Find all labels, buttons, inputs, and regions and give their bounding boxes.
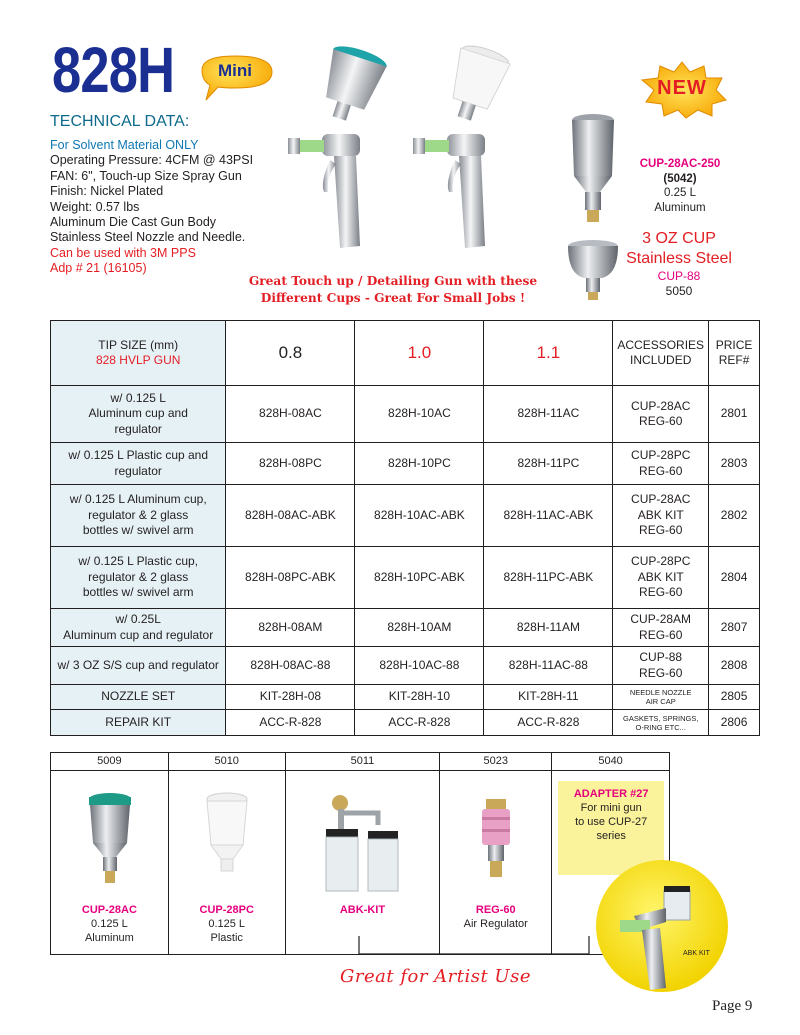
part-number: 828H-11PC bbox=[484, 443, 613, 485]
accessory-line: Air Regulator bbox=[463, 918, 528, 930]
part-number: 828H-11AM bbox=[484, 609, 613, 647]
ref-number: 2807 bbox=[709, 609, 760, 647]
part-number: 828H-08AC-88 bbox=[226, 647, 355, 685]
row-description bbox=[51, 547, 226, 609]
accessories-cell bbox=[613, 710, 709, 736]
part-number: 828H-08PC bbox=[226, 443, 355, 485]
price-label: PRICE bbox=[715, 337, 753, 352]
spray-gun-aluminum-cup-image bbox=[280, 42, 390, 254]
accessories-label: ACCESSORIES bbox=[617, 337, 705, 352]
page-number: Page 9 bbox=[712, 998, 753, 1014]
desc-line: regulator & 2 glass bbox=[88, 507, 189, 522]
part-number: 828H-11AC-ABK bbox=[484, 485, 613, 547]
acc-line: ABK KIT bbox=[637, 569, 684, 584]
ref-number: 2803 bbox=[709, 443, 760, 485]
reg-60-regulator-image bbox=[480, 795, 512, 885]
ref-number: 2804 bbox=[709, 547, 760, 609]
tagline-line: Different Cups - Great For Small Jobs ! bbox=[260, 291, 526, 305]
table-row bbox=[51, 485, 760, 547]
spray-gun-plastic-cup-image bbox=[405, 42, 515, 254]
desc-line: w/ 0.125 L bbox=[110, 390, 166, 405]
part-number: 828H-10AC-88 bbox=[355, 647, 484, 685]
accessory-line: 0.125 L bbox=[91, 918, 128, 930]
desc-line: regulator & 2 glass bbox=[88, 569, 189, 584]
accessory-code: REG-60 bbox=[475, 904, 516, 916]
part-number: 828H-08AM bbox=[226, 609, 355, 647]
accessories-cell bbox=[613, 386, 709, 443]
acc-line: GASKETS, SPRINGS, bbox=[623, 713, 699, 723]
ss-code: CUP-88 bbox=[657, 269, 701, 283]
accessory-cell-abk-kit bbox=[285, 771, 440, 955]
price-label: REF# bbox=[718, 353, 750, 367]
tip-size-header bbox=[51, 321, 226, 386]
table-row bbox=[51, 443, 760, 485]
desc-line: bottles w/ swivel arm bbox=[82, 523, 194, 538]
ref-number: 2806 bbox=[709, 710, 760, 736]
accessory-number: 5010 bbox=[168, 753, 285, 771]
part-number: KIT-28H-11 bbox=[484, 685, 613, 710]
part-number: 828H-10PC bbox=[355, 443, 484, 485]
accessory-line: Plastic bbox=[210, 932, 243, 944]
ref-number: 2805 bbox=[709, 685, 760, 710]
abk-kit-small-label: ABK KIT bbox=[683, 950, 710, 957]
part-number: ACC-R-828 bbox=[355, 710, 484, 736]
accessory-label bbox=[440, 903, 551, 931]
spec-line: Stainless Steel Nozzle and Needle. bbox=[50, 230, 246, 245]
spec-list bbox=[50, 138, 300, 277]
accessory-label bbox=[169, 903, 285, 945]
accessory-line: 0.125 L bbox=[208, 918, 246, 930]
desc-line: w/ 0.25L bbox=[115, 612, 161, 626]
row-description bbox=[51, 710, 226, 736]
price-header bbox=[709, 321, 760, 386]
accessories-body-row bbox=[51, 771, 670, 955]
tagline-line: Great Touch up / Detailing Gun with these bbox=[248, 274, 538, 288]
table-row bbox=[51, 647, 760, 685]
accessory-cell-reg-60 bbox=[440, 771, 552, 955]
new-badge-label: NEW bbox=[657, 77, 707, 99]
accessories-table bbox=[50, 752, 670, 955]
tip-size-col: 1.0 bbox=[355, 321, 484, 386]
spec-line: Adp # 21 (16105) bbox=[50, 261, 147, 276]
acc-line: REG-60 bbox=[639, 665, 683, 680]
spec-line: For Solvent Material ONLY bbox=[50, 138, 199, 152]
spec-line: Finish: Nickel Plated bbox=[50, 184, 164, 199]
table-header-row bbox=[51, 321, 760, 386]
part-number: 828H-11PC-ABK bbox=[484, 547, 613, 609]
desc-line: NOZZLE SET bbox=[101, 689, 176, 704]
accessory-label bbox=[286, 903, 440, 917]
spec-line: Can be used with 3M PPS bbox=[50, 245, 196, 260]
accessory-number: 5009 bbox=[51, 753, 169, 771]
acc-line: REG-60 bbox=[639, 585, 683, 600]
accessories-header-row bbox=[51, 753, 670, 771]
tagline bbox=[228, 273, 558, 307]
row-description bbox=[51, 685, 226, 710]
mini-badge-label: Mini bbox=[218, 61, 252, 80]
row-description bbox=[51, 443, 226, 485]
accessories-label: INCLUDED bbox=[630, 353, 692, 367]
acc-line: CUP-88 bbox=[639, 650, 683, 664]
part-number: 828H-10PC-ABK bbox=[355, 547, 484, 609]
desc-line: w/ 0.125 L Aluminum cup, bbox=[69, 492, 207, 507]
desc-line: Aluminum cup and bbox=[88, 406, 188, 421]
desc-line: w/ 3 OZ S/S cup and regulator bbox=[57, 657, 219, 672]
table-row bbox=[51, 547, 760, 609]
abk-kit-on-gun-circle-image bbox=[594, 856, 730, 996]
ref-number: 2802 bbox=[709, 485, 760, 547]
accessories-cell bbox=[613, 609, 709, 647]
row-description bbox=[51, 485, 226, 547]
spec-line: FAN: 6", Touch-up Size Spray Gun bbox=[50, 168, 242, 183]
table-row bbox=[51, 710, 760, 736]
acc-line: REG-60 bbox=[639, 414, 683, 428]
row-description bbox=[51, 609, 226, 647]
accessories-cell bbox=[613, 485, 709, 547]
accessories-cell bbox=[613, 547, 709, 609]
acc-line: CUP-28AC bbox=[631, 398, 691, 413]
part-number: 828H-10AM bbox=[355, 609, 484, 647]
cup-material: Aluminum bbox=[654, 201, 706, 214]
model-title: 828H bbox=[52, 34, 175, 106]
acc-line: NEEDLE NOZZLE bbox=[629, 688, 692, 697]
cup-volume: 0.25 L bbox=[664, 187, 696, 199]
part-number: KIT-28H-10 bbox=[355, 685, 484, 710]
ref-number: 2808 bbox=[709, 647, 760, 685]
desc-line: w/ 0.125 L Plastic cup and bbox=[68, 448, 209, 462]
spec-line: Aluminum Die Cast Gun Body bbox=[50, 215, 217, 230]
accessories-cell bbox=[613, 443, 709, 485]
part-number: 828H-08AC-ABK bbox=[226, 485, 355, 547]
acc-line: REG-60 bbox=[639, 627, 683, 642]
technical-data-heading: TECHNICAL DATA: bbox=[50, 113, 190, 130]
adapter-line: to use CUP-27 bbox=[575, 816, 648, 828]
accessories-cell bbox=[613, 647, 709, 685]
tip-size-col: 1.1 bbox=[484, 321, 613, 386]
ss-number: 5050 bbox=[665, 284, 693, 298]
accessory-line: Aluminum bbox=[84, 932, 134, 944]
part-number: 828H-11AC bbox=[484, 386, 613, 443]
adapter-code: ADAPTER #27 bbox=[573, 788, 649, 800]
cup-88-stainless-image bbox=[566, 238, 620, 302]
accessory-cell-cup-28ac bbox=[51, 771, 169, 955]
part-number: 828H-10AC bbox=[355, 386, 484, 443]
accessories-header bbox=[613, 321, 709, 386]
stainless-cup-label bbox=[616, 229, 742, 299]
abk-kit-bottles-image bbox=[310, 791, 416, 897]
desc-line: REPAIR KIT bbox=[105, 714, 172, 729]
table-row bbox=[51, 685, 760, 710]
desc-line: regulator bbox=[114, 421, 162, 436]
part-number: 828H-08PC-ABK bbox=[226, 547, 355, 609]
acc-line: O-RING ETC... bbox=[635, 722, 686, 732]
ref-number: 2801 bbox=[709, 386, 760, 443]
spec-line: Weight: 0.57 lbs bbox=[50, 199, 140, 214]
cup-28ac-image bbox=[87, 791, 133, 887]
table-row bbox=[51, 386, 760, 443]
acc-line: REG-60 bbox=[639, 463, 683, 478]
accessory-cell-cup-28pc bbox=[168, 771, 285, 955]
ss-title: Stainless Steel bbox=[626, 250, 732, 267]
table-row bbox=[51, 609, 760, 647]
acc-line: CUP-28PC bbox=[631, 554, 691, 569]
acc-line: CUP-28AM bbox=[630, 612, 692, 626]
accessory-number: 5040 bbox=[552, 753, 670, 771]
gun-label: 828 HVLP GUN bbox=[95, 353, 181, 367]
spec-line: Operating Pressure: 4CFM @ 43PSI bbox=[50, 153, 254, 168]
row-description bbox=[51, 386, 226, 443]
accessory-label bbox=[51, 903, 168, 945]
accessory-number: 5011 bbox=[285, 753, 440, 771]
part-number: ACC-R-828 bbox=[484, 710, 613, 736]
artist-use-tagline: Great for Artist Use bbox=[340, 966, 531, 987]
cup-28ac-250-image bbox=[570, 112, 616, 224]
accessory-code: CUP-28PC bbox=[199, 904, 254, 916]
connector-line bbox=[358, 936, 590, 956]
part-number: 828H-11AC-88 bbox=[484, 647, 613, 685]
acc-line: CUP-28PC bbox=[631, 448, 691, 462]
cup-number: (5042) bbox=[663, 172, 697, 185]
acc-line: ABK KIT bbox=[637, 507, 684, 522]
tip-size-col: 0.8 bbox=[226, 321, 355, 386]
adapter-line: series bbox=[596, 830, 626, 842]
product-table bbox=[50, 320, 760, 736]
accessory-code: CUP-28AC bbox=[81, 904, 137, 916]
desc-line: bottles w/ swivel arm bbox=[82, 585, 194, 600]
acc-line: REG-60 bbox=[639, 523, 683, 538]
part-number: 828H-08AC bbox=[226, 386, 355, 443]
part-number: KIT-28H-08 bbox=[226, 685, 355, 710]
desc-line: w/ 0.125 L Plastic cup, bbox=[78, 554, 198, 569]
adapter-line: For mini gun bbox=[580, 802, 642, 814]
accessory-number: 5023 bbox=[440, 753, 552, 771]
acc-line: CUP-28AC bbox=[631, 492, 691, 507]
row-description bbox=[51, 647, 226, 685]
desc-line: Aluminum cup and regulator bbox=[63, 627, 214, 642]
accessories-cell bbox=[613, 685, 709, 710]
cup-28pc-image bbox=[203, 791, 251, 887]
part-number: ACC-R-828 bbox=[226, 710, 355, 736]
tip-size-label: TIP SIZE (mm) bbox=[98, 337, 179, 352]
acc-line: AIR CAP bbox=[645, 697, 676, 706]
ss-title: 3 OZ CUP bbox=[642, 230, 716, 247]
cup-code: CUP-28AC-250 bbox=[639, 158, 721, 170]
part-number: 828H-10AC-ABK bbox=[355, 485, 484, 547]
accessory-code: ABK-KIT bbox=[339, 904, 386, 916]
cup-28ac-250-label bbox=[620, 157, 740, 215]
desc-line: regulator bbox=[114, 463, 162, 478]
